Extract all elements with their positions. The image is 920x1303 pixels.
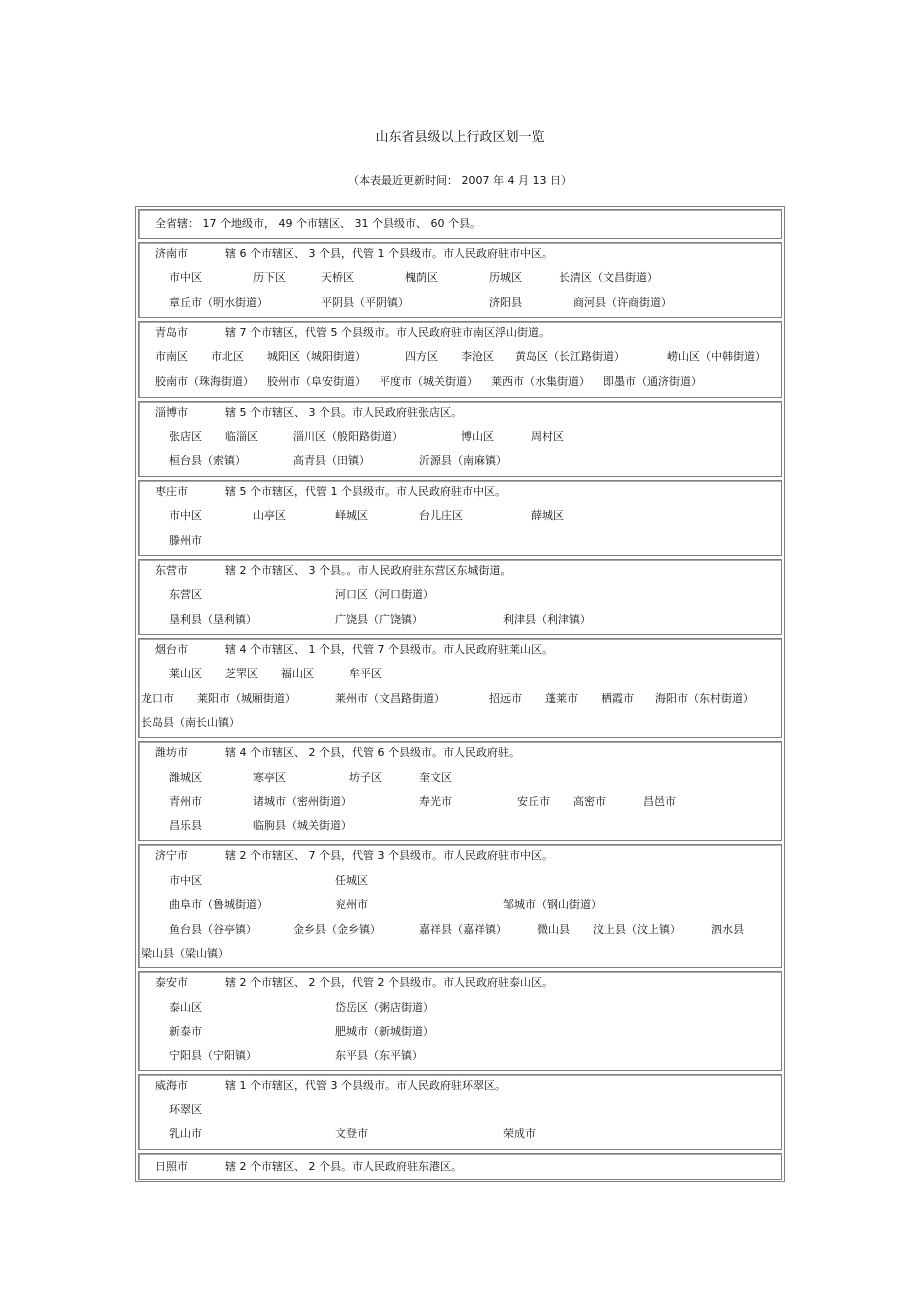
district-item: 台儿庄区	[419, 509, 463, 522]
district-item: 招远市	[489, 692, 522, 705]
city-summary: 辖 2 个市辖区、 3 个县。。市人民政府驻东营区东城街道。	[225, 564, 512, 577]
district-item: 济阳县	[489, 296, 522, 309]
district-item: 沂源县（南麻镇）	[419, 454, 507, 467]
city-summary: 辖 2 个市辖区、 2 个县，代管 2 个县级市。市人民政府驻泰山区。	[225, 976, 553, 989]
district-item: 平度市（城关街道）	[379, 375, 478, 388]
district-item: 寒亭区	[253, 771, 286, 784]
city-name: 淄博市	[155, 406, 188, 419]
district-item: 栖霞市	[601, 692, 634, 705]
district-item: 桓台县（索镇）	[169, 454, 246, 467]
district-item: 兖州市	[335, 898, 368, 911]
district-item: 天桥区	[321, 271, 354, 284]
city-block-yantai	[138, 638, 782, 738]
city-name: 济宁市	[155, 849, 188, 862]
district-item: 城阳区（城阳街道）	[267, 350, 366, 363]
district-item: 曲阜市（鲁城街道）	[169, 898, 268, 911]
district-item: 梁山县（梁山镇）	[141, 947, 229, 960]
city-block-dongying	[138, 559, 782, 635]
district-item: 周村区	[531, 430, 564, 443]
district-item: 昌乐县	[169, 819, 202, 832]
district-item: 垦利县（垦利镇）	[169, 613, 257, 626]
city-summary: 辖 7 个市辖区，代管 5 个县级市。市人民政府驻市南区浮山街道。	[225, 326, 550, 339]
district-item: 安丘市	[517, 795, 550, 808]
district-item: 崂山区（中韩街道）	[667, 350, 766, 363]
district-item: 肥城市（新城街道）	[335, 1025, 434, 1038]
district-item: 商河县（许商街道）	[573, 296, 672, 309]
city-summary: 辖 2 个市辖区、 2 个县。市人民政府驻东港区。	[225, 1160, 462, 1173]
district-item: 泗水县	[711, 923, 744, 936]
district-item: 平阴县（平阴镇）	[321, 296, 409, 309]
city-summary: 辖 2 个市辖区、 7 个县，代管 3 个县级市。市人民政府驻市中区。	[225, 849, 553, 862]
district-item: 福山区	[281, 667, 314, 680]
city-name: 烟台市	[155, 643, 188, 656]
district-item: 槐荫区	[405, 271, 438, 284]
district-item: 山亭区	[253, 509, 286, 522]
district-item: 任城区	[335, 874, 368, 887]
district-item: 临朐县（城关街道）	[253, 819, 352, 832]
district-item: 环翠区	[169, 1103, 202, 1116]
district-item: 黄岛区（长江路街道）	[515, 350, 625, 363]
summary-row	[138, 209, 782, 239]
page-title: 山东省县级以上行政区划一览	[375, 130, 545, 145]
district-item: 淄川区（般阳路街道）	[293, 430, 403, 443]
district-item: 汶上县（汶上镇）	[593, 923, 681, 936]
district-item: 章丘市（明水街道）	[169, 296, 268, 309]
division-table	[135, 206, 785, 1182]
district-item: 奎文区	[419, 771, 452, 784]
city-name: 东营市	[155, 564, 188, 577]
district-item: 邹城市（钢山街道）	[503, 898, 602, 911]
city-block-taian	[138, 971, 782, 1071]
district-item: 海阳市（东村街道）	[655, 692, 754, 705]
district-item: 市中区	[169, 874, 202, 887]
district-item: 河口区（河口街道）	[335, 588, 434, 601]
district-item: 薛城区	[531, 509, 564, 522]
district-item: 莱阳市（城厢街道）	[197, 692, 296, 705]
city-name: 泰安市	[155, 976, 188, 989]
district-item: 市南区	[155, 350, 188, 363]
district-item: 嘉祥县（嘉祥镇）	[419, 923, 507, 936]
district-item: 高密市	[573, 795, 606, 808]
district-item: 龙口市	[141, 692, 174, 705]
district-item: 潍城区	[169, 771, 202, 784]
district-item: 市中区	[169, 509, 202, 522]
district-item: 临淄区	[225, 430, 258, 443]
district-item: 四方区	[405, 350, 438, 363]
district-item: 即墨市（通济街道）	[603, 375, 702, 388]
district-item: 青州市	[169, 795, 202, 808]
city-block-zaozhuang	[138, 480, 782, 556]
summary-text: 全省辖： 17 个地级市， 49 个市辖区、 31 个县级市、 60 个县。	[155, 217, 481, 230]
city-summary: 辖 5 个市辖区，代管 1 个县级市。市人民政府驻市中区。	[225, 485, 506, 498]
city-name: 威海市	[155, 1079, 188, 1092]
city-block-rizhao	[138, 1153, 782, 1180]
district-item: 新泰市	[169, 1025, 202, 1038]
district-item: 市北区	[211, 350, 244, 363]
district-item: 金乡县（金乡镇）	[293, 923, 381, 936]
city-name: 日照市	[155, 1160, 188, 1173]
district-item: 诸城市（密州街道）	[253, 795, 352, 808]
city-block-zibo	[138, 401, 782, 477]
city-summary: 辖 6 个市辖区、 3 个县，代管 1 个县级市。市人民政府驻市中区。	[225, 247, 553, 260]
district-item: 东平县（东平镇）	[335, 1049, 423, 1062]
district-item: 峄城区	[335, 509, 368, 522]
district-item: 寿光市	[419, 795, 452, 808]
district-item: 牟平区	[349, 667, 382, 680]
district-item: 莱西市（水集街道）	[491, 375, 590, 388]
district-item: 利津县（利津镇）	[503, 613, 591, 626]
district-item: 长岛县（南长山镇）	[141, 716, 240, 729]
city-block-weihai	[138, 1074, 782, 1150]
city-summary: 辖 5 个市辖区、 3 个县。市人民政府驻张店区。	[225, 406, 462, 419]
district-item: 荣成市	[503, 1127, 536, 1140]
city-block-jinan	[138, 242, 782, 318]
district-item: 蓬莱市	[545, 692, 578, 705]
district-item: 鱼台县（谷亭镇）	[169, 923, 257, 936]
city-summary: 辖 1 个市辖区，代管 3 个县级市。市人民政府驻环翠区。	[225, 1079, 506, 1092]
district-item: 高青县（田镇）	[293, 454, 370, 467]
city-name: 青岛市	[155, 326, 188, 339]
district-item: 长清区（文昌街道）	[559, 271, 658, 284]
update-date: （本表最近更新时间： 2007 年 4 月 13 日）	[348, 174, 572, 187]
district-item: 东营区	[169, 588, 202, 601]
district-item: 岱岳区（粥店街道）	[335, 1001, 434, 1014]
city-block-jining	[138, 844, 782, 968]
city-block-qingdao	[138, 321, 782, 398]
district-item: 历城区	[489, 271, 522, 284]
district-item: 胶南市（珠海街道）	[155, 375, 254, 388]
district-item: 乳山市	[169, 1127, 202, 1140]
city-summary: 辖 4 个市辖区、 1 个县，代管 7 个县级市。市人民政府驻莱山区。	[225, 643, 553, 656]
district-item: 昌邑市	[643, 795, 676, 808]
district-item: 莱州市（文昌路街道）	[335, 692, 445, 705]
district-item: 莱山区	[169, 667, 202, 680]
district-item: 泰山区	[169, 1001, 202, 1014]
district-item: 李沧区	[461, 350, 494, 363]
district-item: 滕州市	[169, 534, 202, 547]
city-name: 枣庄市	[155, 485, 188, 498]
district-item: 宁阳县（宁阳镇）	[169, 1049, 257, 1062]
city-name: 潍坊市	[155, 746, 188, 759]
city-name: 济南市	[155, 247, 188, 260]
district-item: 市中区	[169, 271, 202, 284]
district-item: 张店区	[169, 430, 202, 443]
city-summary: 辖 4 个市辖区、 2 个县，代管 6 个县级市。市人民政府驻。	[225, 746, 520, 759]
city-block-weifang	[138, 741, 782, 841]
district-item: 博山区	[461, 430, 494, 443]
district-item: 文登市	[335, 1127, 368, 1140]
district-item: 历下区	[253, 271, 286, 284]
district-item: 坊子区	[349, 771, 382, 784]
district-item: 微山县	[537, 923, 570, 936]
district-item: 广饶县（广饶镇）	[335, 613, 423, 626]
district-item: 胶州市（阜安街道）	[267, 375, 366, 388]
district-item: 芝罘区	[225, 667, 258, 680]
